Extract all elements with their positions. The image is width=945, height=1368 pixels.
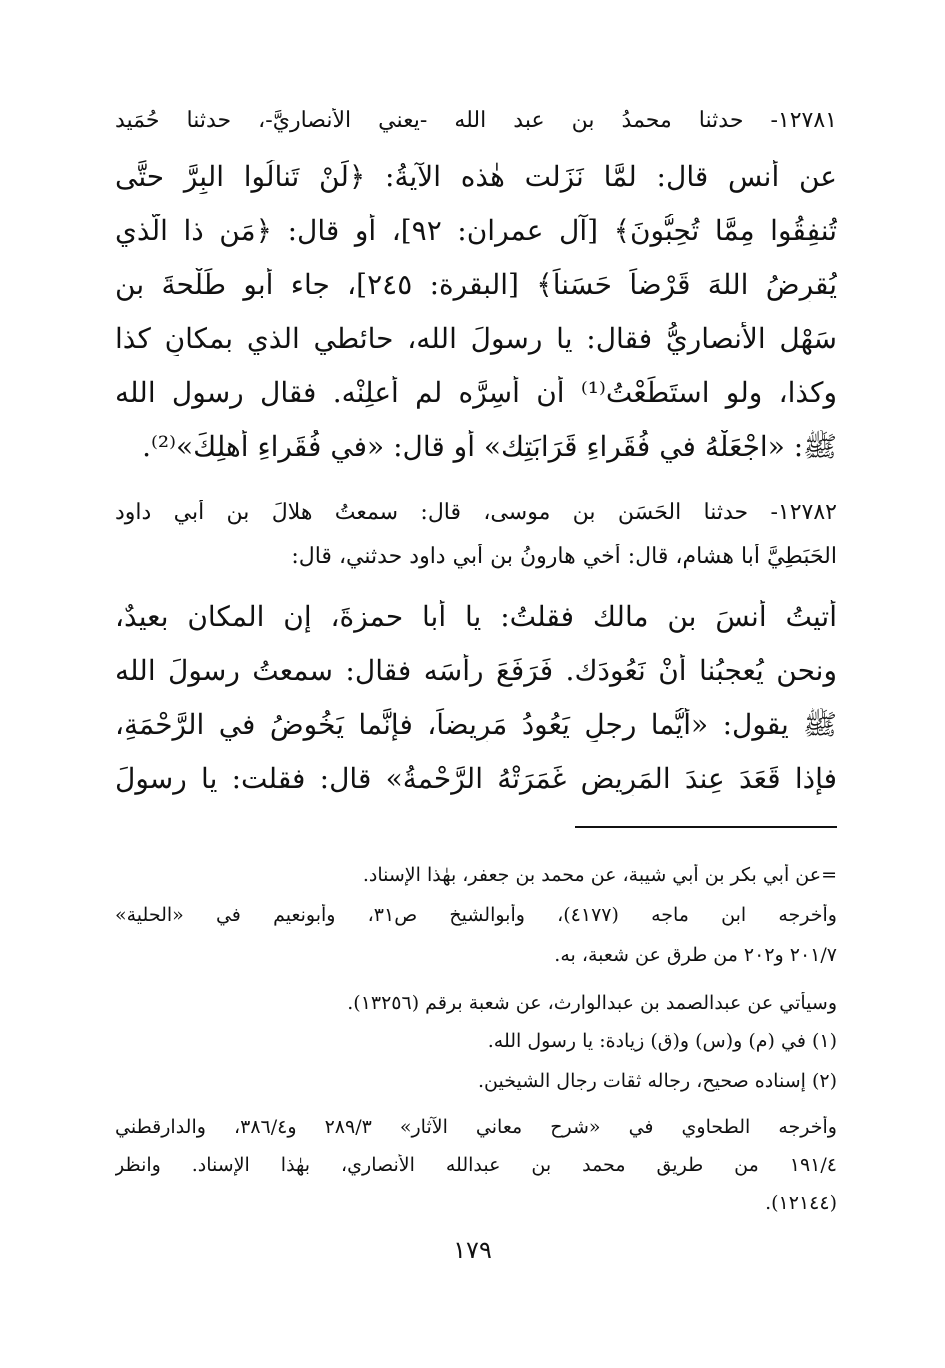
hadith-text-line: أَتيتُ أنسَ بن مالك فقلتُ: يا أبا حمزةَ، إن المكان بعيدٌ، [115, 600, 837, 633]
hadith-text-line: عن أنس قال: لمَّا نَزَلت هٰذه الآيةُ: ﴿لَنْ تَنالُوا البِرَّ حتَّى [115, 160, 837, 193]
hadith-isnad-line: الحَبَطِيَّ أبا هشامٍ، قال: أخي هارونُ بن أبي داود حدثني، قال: [291, 544, 837, 569]
page-number: ١٧٩ [453, 1236, 492, 1264]
hadith-text-line: ﷺ يقول: «أيُّما رجلٍ يَعُودُ مَرِيضاً، فإنَّما يَخُوضُ في الرَّحْمَةِ، [115, 708, 837, 741]
hadith-text-line: وكذا، ولو استَطَعْتُ⁽¹⁾ أن أُسِرَّه لم أُعلِنْه. فقال رسول الله [115, 376, 837, 409]
hadith-text-line: تُنفِقُوا مِمَّا تُحِبُّونَ﴾ [آل عمران: ٩٢]، أو قال: ﴿مَن ذا الَّذي [115, 214, 837, 247]
hadith-text-line: يُقرِضُ اللهَ قَرْضاً حَسَناً﴾ [البقرة: ٢٤٥]، جاء أبو طَلْحةَ بن [115, 268, 837, 301]
hadith-isnad-line: ١٢٧٨٢- حدثنا الحَسَن بن موسى، قال: سمعتُ هلالَ بن أبي داود [115, 500, 837, 525]
footnote-line: (١) في (م) و(س) و(ق) زيادة: يا رسول الله. [487, 1030, 837, 1052]
footnote-line: وأخرجه الطحاوي في «شرح معاني الآثار» ٢٨٩/٣ و٣٨٦/٤، والدارقطني [115, 1116, 837, 1138]
footnote-separator [575, 826, 837, 828]
footnote-line: (٢) إسناده صحيح، رجاله ثقات رجال الشيخين. [478, 1070, 837, 1092]
footnote-line: وأخرجه ابن ماجه (٤١٧٧)، وأبوالشيخ ص٣١، وأبونعيم في «الحلية» [115, 904, 837, 926]
footnote-line: =عن أبي بكر بن أبي شيبة، عن محمد بن جعفر، بهٰذا الإسناد. [362, 864, 837, 886]
hadith-text-line: ونحن يُعجبُنا أنْ نَعُودَك. فَرَفَعَ رأسَه فقال: سمعتُ رسولَ الله [115, 654, 837, 687]
footnote-line: (١٢١٤٤). [765, 1192, 837, 1214]
footnote-line: وسيأتي عن عبدالصمد بن عبدالوارث، عن شعبة برقم (١٣٢٥٦). [347, 992, 837, 1014]
hadith-text-line: ﷺ: «اجْعَلْهُ في فُقَراءِ قَرَابَتِك» أو قال: «في فُقَراءِ أَهلِكَ»⁽²⁾. [142, 430, 837, 463]
footnote-line: ٢٠١/٧ و٢٠٢ من طرق عن شعبة، به. [554, 944, 837, 966]
hadith-isnad-line: ١٢٧٨١- حدثنا محمدُ بن عبد الله -يعني الأنصاريَّ-، حدثنا حُمَيد [115, 108, 837, 133]
hadith-text-line: فإذا قَعَدَ عِندَ المَرِيضِ غَمَرَتْهُ الرَّحْمةُ» قال: فقلت: يا رسولَ [115, 762, 837, 795]
footnote-line: ١٩١/٤ من طريق محمد بن عبدالله الأنصاري، بهٰذا الإسناد. وانظر [115, 1154, 837, 1176]
hadith-text-line: سَهْل الأنصاريُّ فقال: يا رسولَ الله، حائطي الذي بمكانِ كذا [115, 322, 837, 355]
